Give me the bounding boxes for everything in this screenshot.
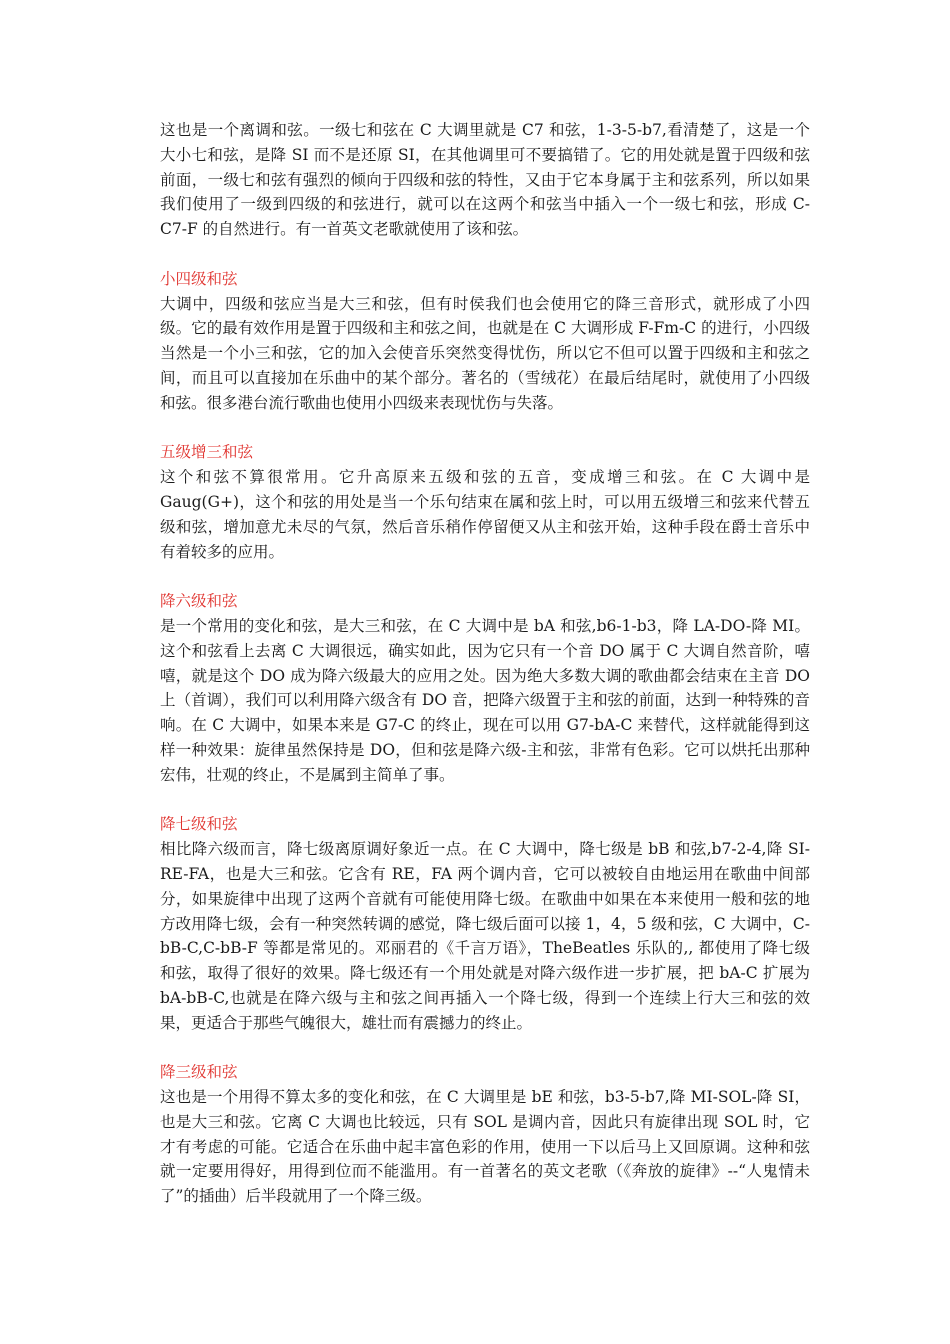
section-flat-six-chord: [160, 589, 810, 787]
section-minor-four-chord: [160, 267, 810, 416]
section-heading: 降七级和弦: [160, 815, 238, 834]
section-flat-three-chord: [160, 1060, 810, 1209]
section-heading: 五级增三和弦: [160, 443, 254, 462]
section-flat-seven-chord: [160, 812, 810, 1035]
section-heading: 降六级和弦: [160, 592, 238, 611]
section-heading: 降三级和弦: [160, 1063, 238, 1082]
intro-section: [160, 118, 810, 242]
section-augmented-five-chord: [160, 440, 810, 564]
section-paragraph: 这个和弦不算很常用。它升高原来五级和弦的五音，变成增三和弦。在 C 大调中是 Gaug(G+)，这个和弦的用处是当一个乐句结束在属和弦上时，可以用五级增三和弦来代替五级和弦，增加意尤未尽的气氛，然后音乐稍作停留便又从主和弦开始，这种手段在爵士音乐中有着较多的应用。: [160, 468, 810, 561]
section-paragraph: 大调中，四级和弦应当是大三和弦，但有时侯我们也会使用它的降三音形式，就形成了小四级。它的最有效作用是置于四级和主和弦之间，也就是在 C 大调形成 F-Fm-C 的进行，小四级当然是一个小三和弦，它的加入会使音乐突然变得忧伤，所以它不但可以置于四级和主和弦之间，而且可以直接加在乐曲中的某个部分。著名的（雪绒花）在最后结尾时，就使用了小四级和弦。很多港台流行歌曲也使用小四级来表现忧伤与失落。: [160, 294, 810, 412]
section-paragraph: 相比降六级而言，降七级离原调好象近一点。在 C 大调中，降七级是 bB 和弦,b7-2-4,降 SI-RE-FA，也是大三和弦。它含有 RE，FA 两个调内音，它可以被较自由地运用在歌曲中间部分，如果旋律中出现了这两个音就有可能使用降七级。在歌曲中如果在本来使用一般和弦的地方改用降七级，会有一种突然转调的感觉，降七级后面可以接 1，4，5 级和弦，C 大调中，C-bB-C,C-bB-F 等都是常见的。邓丽君的《千言万语》，TheBeatles 乐队的,, 都使用了降七级和弦，取得了很好的效果。降七级还有一个用处就是对降六级作进一步扩展，把 bA-C 扩展为 bA-bB-C,也就是在降六级与主和弦之间再插入一个降七级，得到一个连续上行大三和弦的效果，更适合于那些气魄很大，雄壮而有震撼力的终止。: [160, 840, 810, 1032]
section-heading: 小四级和弦: [160, 269, 238, 288]
section-paragraph: 这也是一个用得不算太多的变化和弦，在 C 大调里是 bE 和弦，b3-5-b7,降 MI-SOL-降 SI，也是大三和弦。它离 C 大调也比较远，只有 SOL 是调内音，因此只有旋律出现 SOL 时，它才有考虑的可能。它适合在乐曲中起丰富色彩的作用，使用一下以后马上又回原调。这种和弦就一定要用得好，用得到位而不能滥用。有一首著名的英文老歌（《奔放的旋律》--“人鬼情未了”的插曲）后半段就用了一个降三级。: [160, 1088, 810, 1206]
document-body: [160, 118, 810, 1234]
section-paragraph: 是一个常用的变化和弦，是大三和弦，在 C 大调中是 bA 和弦,b6-1-b3，降 LA-DO-降 MI。这个和弦看上去离 C 大调很远，确实如此，因为它只有一个音 DO 属于 C 大调自然音阶，嘻嘻，就是这个 DO 成为降六级最大的应用之处。因为绝大多数大调的歌曲都会结束在主音 DO 上（首调），我们可以利用降六级含有 DO 音，把降六级置于主和弦的前面，达到一种特殊的音响。在 C 大调中，如果本来是 G7-C 的终止，现在可以用 G7-bA-C 来替代，这样就能得到这样一种效果：旋律虽然保持是 DO，但和弦是降六级-主和弦，非常有色彩。它可以烘托出那种宏伟，壮观的终止，不是属到主简单了事。: [160, 616, 810, 784]
intro-paragraph: 这也是一个离调和弦。一级七和弦在 C 大调里就是 C7 和弦，1-3-5-b7,看清楚了，这是一个大小七和弦，是降 SI 而不是还原 SI，在其他调里可不要搞错了。它的用处就是置于四级和弦前面，一级七和弦有强烈的倾向于四级和弦的特性，又由于它本身属于主和弦系列，所以如果我们使用了一级到四级的和弦进行，就可以在这两个和弦当中插入一个一级七和弦，形成 C-C7-F 的自然进行。有一首英文老歌就使用了该和弦。: [160, 121, 810, 239]
